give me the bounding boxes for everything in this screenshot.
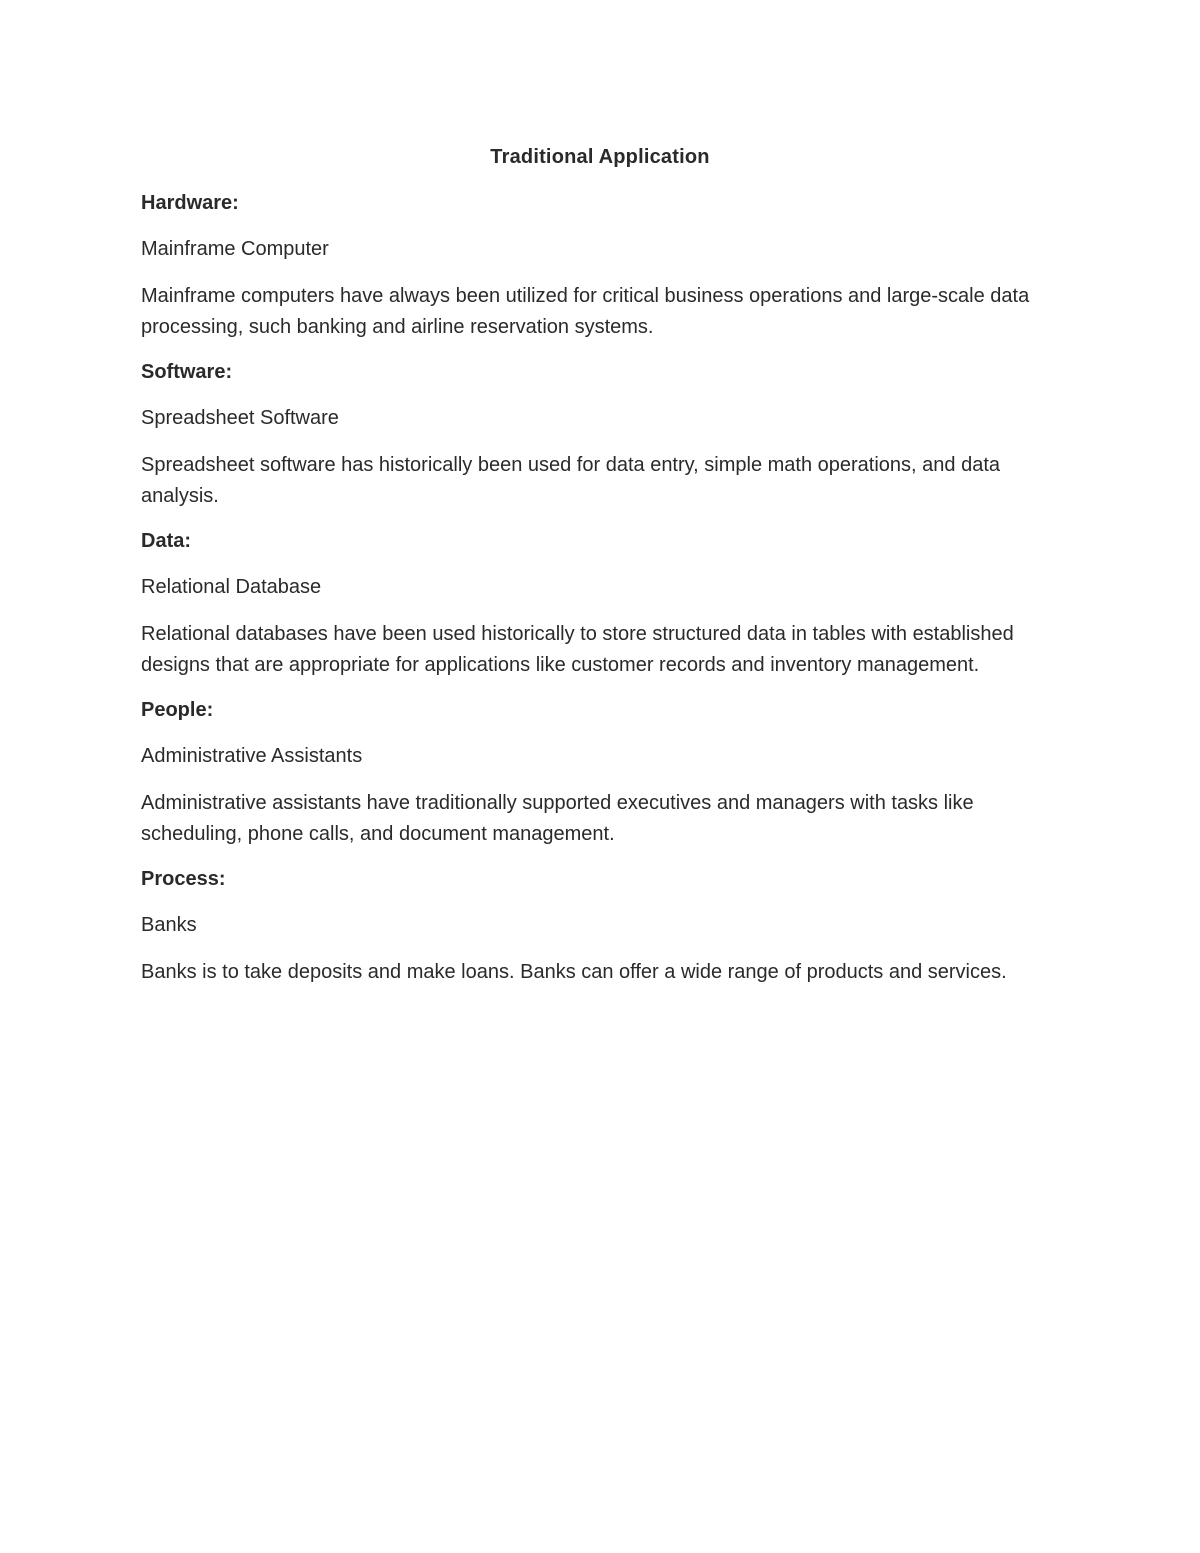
section-data [141,527,1071,681]
section-subject: Relational Database [141,576,322,598]
document-title: Traditional Application [490,146,710,168]
section-subject: Banks [141,914,197,936]
section-heading: Hardware: [141,192,239,214]
section-software [141,358,1071,512]
section-description: Mainframe computers have always been utilized for critical business operations and large-scale data processing, such banking and airline reservation systems. [141,285,1030,338]
document-body [141,143,1071,1003]
section-heading: Software: [141,361,233,383]
section-description: Administrative assistants have traditionally supported executives and managers with tasks like scheduling, phone calls, and document management. [141,792,974,845]
section-subject: Administrative Assistants [141,745,363,767]
section-hardware [141,189,1071,343]
section-description: Relational databases have been used historically to store structured data in tables with established designs that are appropriate for applications like customer records and inventory management. [141,623,1014,676]
section-subject: Spreadsheet Software [141,407,339,429]
section-subject: Mainframe Computer [141,238,329,260]
section-heading: Data: [141,530,192,552]
section-description: Banks is to take deposits and make loans. Banks can offer a wide range of products and services. [141,961,1007,983]
section-heading: People: [141,699,214,721]
section-description: Spreadsheet software has historically been used for data entry, simple math operations, and data analysis. [141,454,1001,507]
section-heading: Process: [141,868,226,890]
section-people [141,696,1071,850]
section-process [141,865,1071,988]
